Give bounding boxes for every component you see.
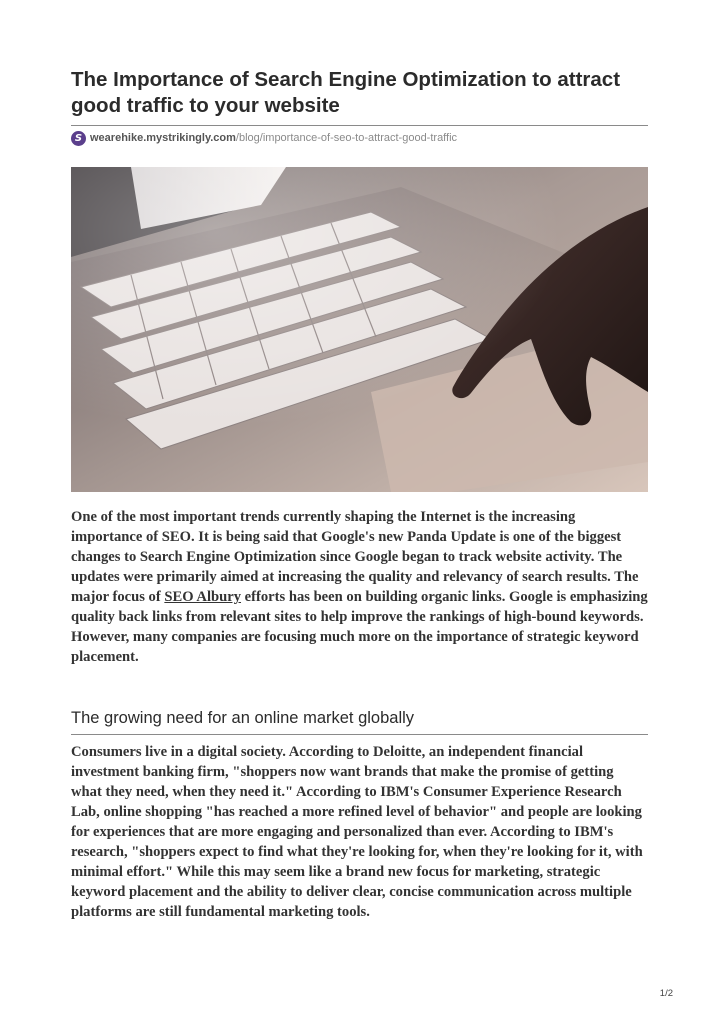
title-divider (71, 125, 648, 126)
intro-text-part2: efforts has been on building organic links. Google is emphasizing quality back links from relevant sites to help improve the rankings of high-bound keywords. However, many companies are focusing much more on the importance of strategic keyword placement. (71, 589, 648, 665)
section-divider (71, 734, 648, 735)
intro-text-part1: One of the most important trends currently shaping the Internet is the increasing importance of SEO. It is being said that Google's new Panda Update is one of the biggest changes to Search Engine Optimization since Google began to track website activity. The updates were primarily aimed at increasing the quality and relevancy of search results. The major focus of (71, 509, 639, 605)
source-path[interactable]: /blog/importance-of-seo-to-attract-good-traffic (235, 132, 458, 144)
strikingly-logo-icon: S (71, 131, 86, 146)
source-url[interactable] (71, 129, 457, 147)
article-title: The Importance of Search Engine Optimization to attract good traffic to your website (71, 68, 621, 117)
source-domain[interactable]: wearehike.mystrikingly.com (90, 132, 236, 144)
intro-paragraph (71, 507, 648, 667)
section-paragraph: Consumers live in a digital society. According to Deloitte, an independent financial investment banking firm, "shoppers now want brands that make the promise of getting what they need, when they need it." According to IBM's Consumer Experience Research Lab, online shopping "has reached a more refined level of behavior" and people are looking for experiences that are more engaging and personalized than ever. According to IBM's research, "shoppers expect to find what they're looking for, when they're looking for it, with minimal effort." While this may seem like a brand new focus for marketing, strategic keyword placement and the ability to deliver clear, concise communication across multiple platforms are still fundamental marketing tools. (71, 744, 643, 920)
seo-albury-link[interactable]: SEO Albury (164, 589, 242, 605)
hero-image (71, 167, 648, 492)
page-indicator: 1/2 (659, 988, 673, 999)
section-heading: The growing need for an online market globally (71, 709, 415, 727)
laptop-touchpad-photo-icon (71, 167, 648, 492)
